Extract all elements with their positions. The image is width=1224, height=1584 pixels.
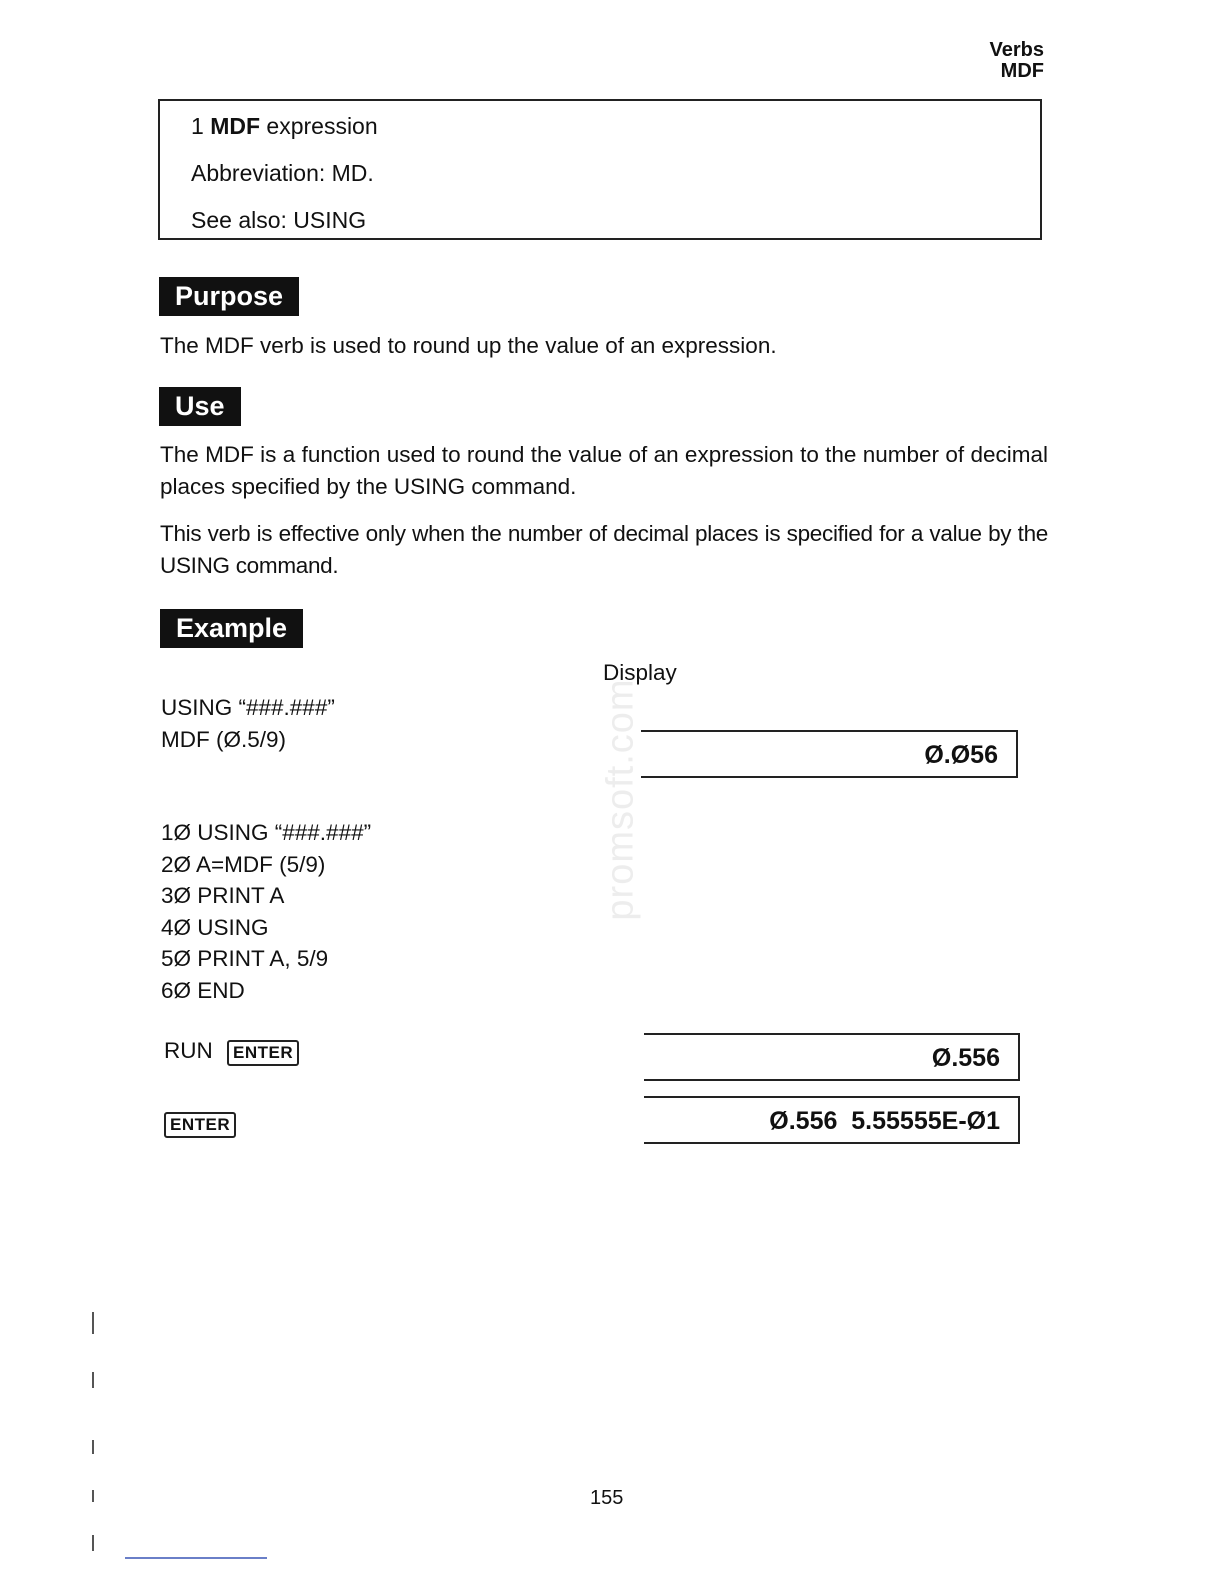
see-also: See also: USING xyxy=(191,207,367,233)
display-column-label: Display xyxy=(603,660,677,685)
watermark: promsoft.com xyxy=(599,678,642,921)
run-command: RUN xyxy=(164,1038,213,1063)
enter-key: ENTER xyxy=(227,1040,299,1066)
lcd-display-enter: Ø.556 5.55555E-Ø1 xyxy=(644,1096,1020,1144)
scan-margin-mark xyxy=(92,1535,94,1551)
purpose-text: The MDF verb is used to round up the value of an expression. xyxy=(160,333,777,358)
lcd-display-run: Ø.556 xyxy=(644,1033,1020,1081)
program-line: 6Ø END xyxy=(161,977,245,1003)
scan-margin-mark xyxy=(92,1440,94,1454)
direct-example xyxy=(161,692,335,755)
program-line: 2Ø A=MDF (5/9) xyxy=(161,851,326,877)
run-command-line xyxy=(164,1038,299,1066)
use-paragraph-2: This verb is effective only when the number of decimal places is specified for a value by the USING command. xyxy=(160,521,1048,578)
format-keyword: MDF xyxy=(210,113,261,139)
scan-margin-mark xyxy=(92,1490,94,1502)
use-paragraph-1: The MDF is a function used to round the value of an expression to the number of decimal places specified by the USING command. xyxy=(160,442,1048,499)
use-heading: Use xyxy=(159,387,241,426)
abbreviation: Abbreviation: MD. xyxy=(191,160,374,186)
scan-edge-line xyxy=(125,1557,267,1559)
header-section: Verbs xyxy=(989,39,1044,61)
syntax-format xyxy=(191,113,378,140)
enter-command-line xyxy=(164,1110,236,1138)
enter-key: ENTER xyxy=(164,1112,236,1138)
program-listing xyxy=(161,817,371,1007)
format-argument: expression xyxy=(266,113,378,139)
scan-margin-mark xyxy=(92,1312,94,1334)
program-line: 3Ø PRINT A xyxy=(161,883,285,909)
code-line: USING “###.###” xyxy=(161,695,335,720)
purpose-heading: Purpose xyxy=(159,277,299,316)
scan-margin-mark xyxy=(92,1372,94,1388)
program-line: 4Ø USING xyxy=(161,914,269,940)
code-line: MDF (Ø.5/9) xyxy=(161,726,287,752)
syntax-box xyxy=(158,99,1042,240)
example-heading: Example xyxy=(160,609,303,648)
format-number: 1 xyxy=(191,113,204,139)
program-line: 5Ø PRINT A, 5/9 xyxy=(161,946,329,972)
lcd-display-direct: Ø.Ø56 xyxy=(641,730,1018,778)
page-number: 155 xyxy=(590,1487,624,1509)
running-header xyxy=(990,40,1044,82)
program-line: 1Ø USING “###.###” xyxy=(161,820,372,845)
header-verb: MDF xyxy=(1000,60,1044,82)
